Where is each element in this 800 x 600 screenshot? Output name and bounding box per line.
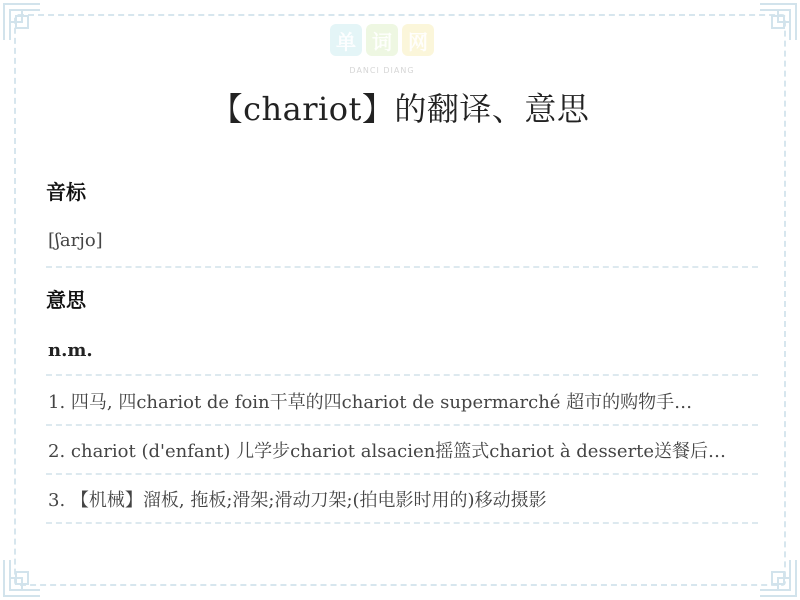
corner-ornament-icon bbox=[0, 0, 44, 44]
definition-item bbox=[46, 437, 758, 475]
logo-tile: 网 bbox=[402, 24, 434, 56]
definition-text: 2. chariot (d'enfant) 儿学步chariot alsacien摇篮式chariot à desserte送餐后… bbox=[48, 441, 727, 462]
corner-ornament-icon bbox=[0, 556, 44, 600]
definition-item bbox=[46, 486, 758, 524]
phonetic-heading: 音标 bbox=[46, 180, 86, 204]
part-of-speech: n.m. bbox=[48, 340, 93, 361]
site-logo bbox=[328, 18, 436, 62]
meaning-heading: 意思 bbox=[46, 288, 86, 312]
definition-text: 1. 四马, 四chariot de foin干草的四chariot de supermarché 超市的购物手… bbox=[48, 392, 693, 413]
logo-tile: 单 bbox=[330, 24, 362, 56]
definition-item bbox=[46, 388, 758, 426]
logo-tile: 词 bbox=[366, 24, 398, 56]
phonetic-row bbox=[46, 230, 758, 268]
page-title: 【chariot】的翻译、意思 bbox=[210, 90, 590, 128]
corner-ornament-icon bbox=[756, 556, 800, 600]
definition-text: 3. 【机械】溜板, 拖板;滑架;滑动刀架;(拍电影时用的)移动摄影 bbox=[48, 490, 547, 511]
logo-subtitle: DANCI DIANG bbox=[349, 66, 415, 75]
phonetic-text: [ʃarjo] bbox=[48, 230, 103, 251]
part-of-speech-row bbox=[46, 340, 758, 376]
corner-ornament-icon bbox=[756, 0, 800, 44]
